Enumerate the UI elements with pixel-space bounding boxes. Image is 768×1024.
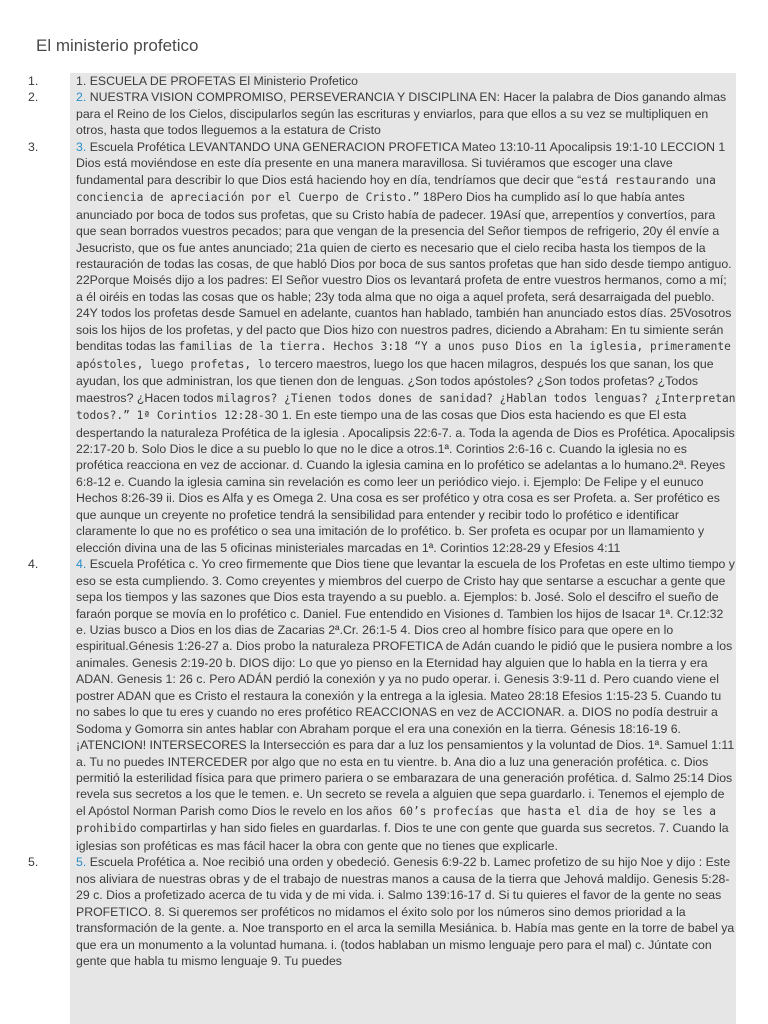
page-link[interactable]: 1.: [76, 74, 87, 88]
paragraph-text: NUESTRA VISION COMPROMISO, PERSEVERANCIA Y DISCIPLINA EN: Hacer la palabra de Dios ganando almas para el Reino de los Cielos, discipularlos según las escrituras y enviarlos, para que ellos a su vez se multipliquen en otros, hasta que todos lleguemos a la estatura de Cristo: [76, 90, 727, 138]
page-link[interactable]: 3.: [76, 139, 87, 154]
paragraph-text: familias de la tierra. Hechos 3:18 “Y a unos puso Dios en la iglesia, primeramente apóstoles, luego profetas, lo: [76, 340, 731, 371]
paragraph-text: tercero maestros, luego los que hacen milagros, después los que sanan, los que ayudan, los que administran, los que tienen don de lenguas. ¿Son todos apóstoles? ¿Son todos profetas? ¿Todos maestros? ¿Hacen todos: [76, 356, 714, 405]
list-item: [28, 854, 736, 969]
paragraph-text: Escuela Profética c. Yo creo firmemente que Dios tiene que levantar la escuela de los Profetas en este ultimo tiempo y eso se esta cumpliendo. 3. Como creyentes y miembros del cuerpo de Cristo hay que sentarse a escuchar a gente que sepa los tiempos y las sazones que Dios esta trayendo a su pueblo. a. Ejemplos: b. José. Solo el descifro el sueño de faraón porque se movía en lo profético c. Daniel. Fue entendido en Visiones d. Tambien los hijos de Isacar 1ª. Cr.12:32 e. Uzias busco a Dios en los dias de Zacarias 2ª.Cr. 26:1-5 4. Dios creo al hombre físico para que opere en lo espiritual.Génesis 1:26-27 a. Dios probo la naturaleza PROFETICA de Adán cuando le pidió que le pusiera nombre a los animales. Genesis 2:19-20 b. DIOS dijo: Lo que yo pienso en la Eternidad hay alguien que lo habla en la tierra y era ADAN. Genesis 1: 26 c. Pero ADÁN perdió la conexión y ya no pudo operar. i. Genesis 3:9-11 d. Pero cuando viene el postrer ADAN que es Cristo el restaura la conexión y la entrega a la iglesia. Mateo 28:18 Efesios 1:15-23 5. Cuando tu no sabes lo que tu eres y cuando no eres profético REACCIONAS en vez de ACCIONAR. a. DIOS no podía destruir a Sodoma y Gomorra sin antes hablar con Abraham porque el era una conexión en la tierra. Génesis 18:16-19 6. ¡ATENCION! INTERSECORES la Intersección es para dar a luz los pensamientos y la voluntad de Dios. 1ª. Samuel 1:11 a. Tu no puedes INTERCEDER por algo que no esta en tu vientre. b. Ana dio a luz una generación profética. c. Dios permitió la esterilidad física para que primero pariera o se embarazara de una generación profética. d. Salmo 25:14 Dios revela sus secretos a los que le temen. e. Un secreto se revela a alguien que sepa guardarlo. i. Tenemos el ejemplo de el Apóstol Norman Parish como Dios le revelo en los: [76, 557, 735, 818]
paragraph-text: 18Pero Dios ha cumplido así lo que había antes anunciado por boca de todos sus profetas, que su Cristo había de padecer. 19Así que, arrepentíos y convertíos, para que sean borrados vuestros pecados; para que vengan de la presencia del Señor tiempos de refrigerio, 20y él envíe a Jesucristo, que os fue antes anunciado; 21a quien de cierto es necesario que el cielo reciba hasta los tiempos de la restauración de todas las cosas, de que habló Dios por boca de sus santos profetas que han sido desde tiempo antiguo. 22Porque Moisés dijo a los padres: El Señor vuestro Dios os levantará profeta de entre vuestros hermanos, como a mí; a él oiréis en todas las cosas que os hable; 23y toda alma que no oiga a aquel profeta, será desarraigada del pueblo. 24Y todos los profetas desde Samuel en adelante, cuantos han hablado, también han anunciado estos días. 25Vosotros sois los hijos de los profetas, y del pacto que Dios hizo con nuestros padres, diciendo a Abraham: En tu simiente serán benditas todas las: [76, 190, 732, 354]
paragraph-text: está restaurando una conciencia de apreciación por el Cuerpo de Cristo.”: [76, 173, 716, 205]
paragraph-text: Escuela Profética a. Noe recibió una orden y obedeció. Genesis 6:9-22 b. Lamec profetizo de su hijo Noe y dijo : Este nos aliviara de nuestras obras y de el trabajo de nuestras manos a causa de la tierra que Jehová maldijo. Genesis 5:28-29 c. Dios a profetizado acerca de tu vida y de mi vida. i. Salmo 139:16-17 d. Si tu quieres el favor de la gente no seas PROFETICO. 8. Si queremos ser proféticos no midamos el éxito solo por los números sino demos prioridad a la transformación de la gente. a. Noe transporto en el arca la semilla Mesiánica. b. Había mas gente en la torre de babel ya que era un monumento a la voluntad humana. i. (todos hablaban un mismo lenguaje pero para el mal) c. Júntate con gente que habla tu mismo lenguaje 9. Tu puedes: [76, 855, 735, 969]
list-item: [28, 556, 736, 854]
list-item: [28, 73, 736, 89]
list-item: [28, 89, 736, 138]
paragraph-text: años 60’s profecías que hasta el dia de hoy se les a prohibido: [76, 804, 717, 836]
page-link[interactable]: 5.: [76, 855, 87, 870]
list-marker: 4.: [28, 557, 39, 572]
page-title: El ministerio profetico: [36, 36, 199, 55]
list-marker: 2.: [28, 90, 39, 105]
list-item: [28, 139, 736, 556]
section-list: [28, 73, 736, 969]
document-content: [28, 73, 736, 1024]
paragraph-text: ESCUELA DE PROFETAS El Ministerio Profetico: [89, 74, 359, 88]
paragraph-text: 30 1. En este tiempo una de las cosas que Dios esta haciendo es que El esta despertando la naturaleza Profética de la iglesia . Apocalipsis 22:6-7. a. Toda la agenda de Dios es Profética. Apocalipsis 22:17-20 b. Solo Dios le dice a su pueblo lo que no le dice a otros.1ª. Corintios 2:6-16 c. Cuando la iglesia no es profética reacciona en vez de accionar. d. Cuando la iglesia camina en lo profético se adelantas a lo humano.2ª. Reyes 6:8-12 e. Cuando la iglesia camina sin revelación es como leer un periódico viejo. i. Ejemplo: De Felipe y el eunuco Hechos 8:26-39 ii. Dios es Alfa y es Omega 2. Una cosa es ser profético y otra cosa es ser Profeta. a. Ser profético es que aunque un creyente no profetice tendrá la sensibilidad para entender y recibir todo lo profético e identificar claramente lo que no es profético o sea una imitación de lo profético. b. Ser profeta es ocupar por un llamamiento y elección divina una de las 5 oficinas ministeriales marcadas en 1ª. Corintios 12:28-29 y Efesios 4:11: [76, 408, 735, 555]
paragraph-text: Escuela Profética LEVANTANDO UNA GENERACION PROFETICA Mateo 13:10-11 Apocalipsis 19:1-10 LECCION 1 Dios está moviéndose en este día presente en una manera maravillosa. Si tuviéramos que escoger una clave fundamental para describir lo que Dios está haciendo hoy en día, tendríamos que decir que “: [76, 139, 726, 187]
paragraph-text: compartirlas y han sido fieles en guardarlas. f. Dios te une con gente que guarda sus secretos. 7. Cuando la iglesias son proféticas es mas fácil hacer la obra con gente que no tienes que explicarle.: [76, 821, 729, 853]
list-marker: 5.: [28, 855, 39, 870]
page-link[interactable]: 4.: [76, 557, 87, 572]
list-marker: 1.: [28, 74, 39, 88]
list-marker: 3.: [28, 139, 39, 154]
paragraph-text: milagros? ¿Tienen todos dones de sanidad? ¿Hablan todos lenguas? ¿Interpretan todos?.” 1ª Corintios 12:28-: [76, 391, 736, 423]
page-link[interactable]: 2.: [76, 90, 87, 105]
